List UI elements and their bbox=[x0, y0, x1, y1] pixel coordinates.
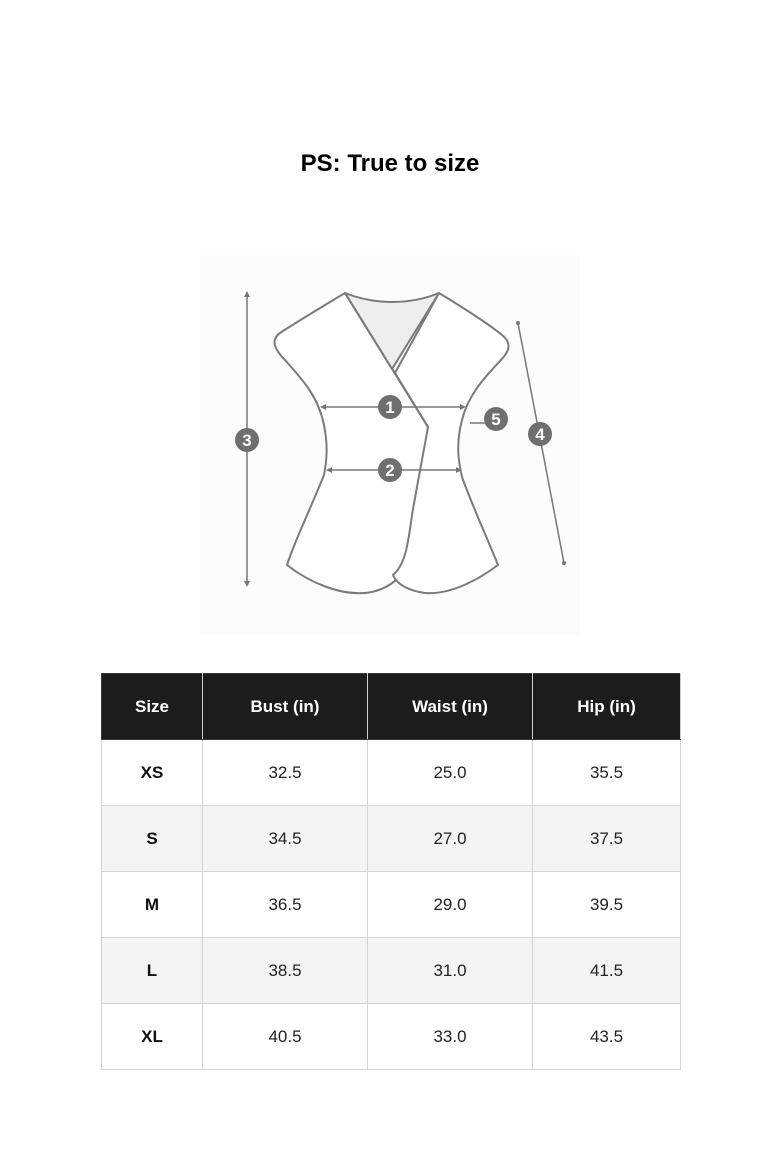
marker-4 bbox=[528, 422, 552, 446]
size-cell: L bbox=[102, 938, 203, 1004]
hip-cell: 41.5 bbox=[533, 938, 681, 1004]
bust-cell: 36.5 bbox=[203, 872, 368, 938]
size-cell: M bbox=[102, 872, 203, 938]
bust-cell: 40.5 bbox=[203, 1004, 368, 1070]
garment-measurement-diagram bbox=[200, 255, 580, 635]
marker-5 bbox=[484, 407, 508, 431]
table-row bbox=[102, 740, 681, 806]
svg-text:4: 4 bbox=[535, 425, 545, 444]
header-bust: Bust (in) bbox=[203, 674, 368, 740]
marker-3 bbox=[235, 428, 259, 452]
svg-text:5: 5 bbox=[491, 410, 501, 429]
page-title: PS: True to size bbox=[300, 150, 480, 177]
marker-2 bbox=[378, 458, 402, 482]
table-row bbox=[102, 806, 681, 872]
table-row bbox=[102, 872, 681, 938]
waist-cell: 29.0 bbox=[368, 872, 533, 938]
header-waist: Waist (in) bbox=[368, 674, 533, 740]
size-cell: XL bbox=[102, 1004, 203, 1070]
hip-cell: 35.5 bbox=[533, 740, 681, 806]
bust-cell: 38.5 bbox=[203, 938, 368, 1004]
svg-text:1: 1 bbox=[385, 398, 395, 417]
table-row bbox=[102, 1004, 681, 1070]
hip-cell: 39.5 bbox=[533, 872, 681, 938]
header-hip: Hip (in) bbox=[533, 674, 681, 740]
hip-cell: 43.5 bbox=[533, 1004, 681, 1070]
bust-cell: 32.5 bbox=[203, 740, 368, 806]
hip-cell: 37.5 bbox=[533, 806, 681, 872]
table-row bbox=[102, 938, 681, 1004]
table-header-row bbox=[102, 674, 681, 740]
header-size: Size bbox=[102, 674, 203, 740]
svg-text:3: 3 bbox=[242, 431, 252, 450]
size-cell: XS bbox=[102, 740, 203, 806]
bust-cell: 34.5 bbox=[203, 806, 368, 872]
marker-1 bbox=[378, 395, 402, 419]
size-chart-table bbox=[101, 673, 681, 1070]
waist-cell: 33.0 bbox=[368, 1004, 533, 1070]
size-cell: S bbox=[102, 806, 203, 872]
waist-cell: 25.0 bbox=[368, 740, 533, 806]
garment-outline-svg bbox=[200, 255, 580, 635]
svg-text:2: 2 bbox=[385, 461, 395, 480]
waist-cell: 31.0 bbox=[368, 938, 533, 1004]
waist-cell: 27.0 bbox=[368, 806, 533, 872]
